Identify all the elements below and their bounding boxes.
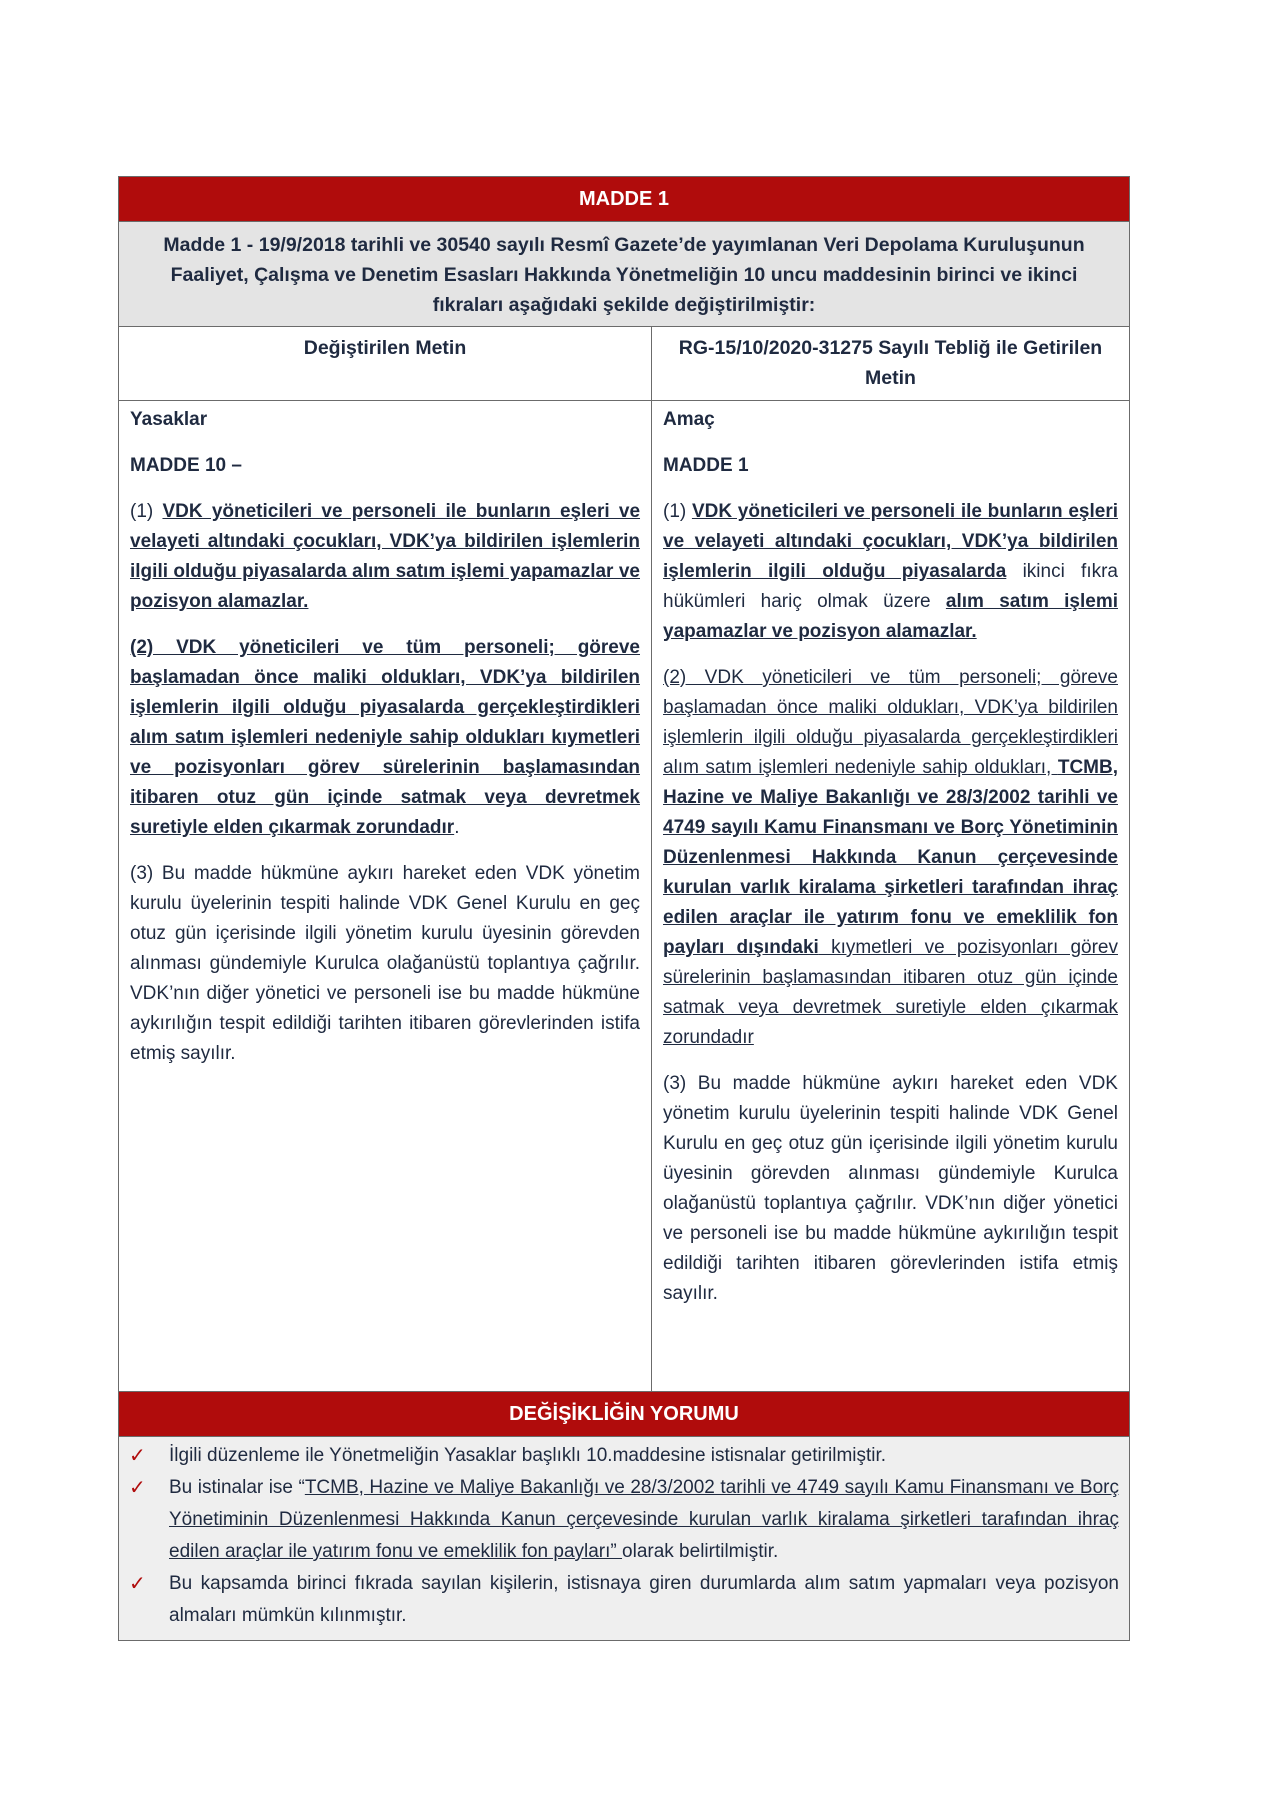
paragraph-2-text: (2) VDK yöneticileri ve tüm personeli; göreve başlamadan önce maliki oldukları, VDK’ya bildirilen işlemlerin ilgili olduğu piyasalarda gerçekleştirdikleri alım satım işlemleri nedeniyle sahip oldukları kıymetleri ve pozisyonları görev sürelerinin başlamasından itibaren otuz gün içinde satmak veya devretmek suretiyle elden çıkarmak zorundadır [130, 637, 640, 838]
new-text-heading: RG-15/10/2020-31275 Sayılı Tebliğ ile Getirilen Metin [652, 327, 1129, 401]
article-title-bar: MADDE 1 [119, 177, 1129, 222]
paragraph-3: (3) Bu madde hükmüne aykırı hareket eden VDK yönetim kurulu üyelerinin tespiti halinde VDK Genel Kurulu en geç otuz gün içerisinde ilgili yönetim kurulu üyesinin görevden alınması gündemiyle Kurulca olağanüstü toplantıya çağrılır. VDK’nın diğer yönetici ve personeli ise bu madde hükmüne aykırılığın tespit edildiği tarihten itibaren görevlerinden istifa etmiş sayılır. [663, 1073, 1118, 1304]
comment-quote: TCMB, Hazine ve Maliye Bakanlığı ve 28/3/2002 tarihli ve 4749 sayılı Kamu Finansmanı ve Borç Yönetiminin Düzenlenmesi Hakkında Kanun çerçevesinde kurulan varlık kiralama şirketleri tarafından ihraç edilen araçlar ile yatırım fonu ve emeklilik fon payları” [169, 1477, 1119, 1562]
old-text-column [119, 327, 652, 1391]
comment-suffix: olarak belirtilmiştir. [622, 1541, 779, 1562]
paragraph-2-end: . [454, 817, 460, 838]
paragraph-2-text-b: kıymetleri ve pozisyonları görev sürelerinin başlamasından itibaren otuz gün içinde satmak veya devretmek suretiyle elden çıkarmak zorundadır [663, 937, 1118, 1048]
paragraph-2-text-a: (2) VDK yöneticileri ve tüm personeli; göreve başlamadan önce maliki oldukları, VDK’ya bildirilen işlemlerin ilgili olduğu piyasalarda gerçekleştirdikleri alım satım işlemleri nedeniyle sahip oldukları, [663, 667, 1118, 778]
old-text-body [119, 405, 651, 1391]
paragraph-number: (1) [663, 501, 692, 522]
paragraph-number: (1) [130, 501, 163, 522]
paragraph-2-exception: TCMB, Hazine ve Maliye Bakanlığı ve 28/3/2002 tarihli ve 4749 sayılı Kamu Finansmanı ve Borç Yönetiminin Düzenlenmesi Hakkında Kanun çerçevesinde kurulan varlık kiralama şirketleri tarafından ihraç edilen araçlar ile yatırım fonu ve emeklilik fon payları dışındaki [663, 757, 1118, 958]
article-number: MADDE 10 – [130, 455, 242, 476]
comment-item [129, 1568, 1119, 1632]
comment-text: İlgili düzenleme ile Yönetmeliğin Yasaklar başlıklı 10.maddesine istisnalar getirilmiştir. [169, 1445, 887, 1466]
paragraph-1-exception: ikinci fıkra hükümleri hariç olmak üzere [663, 561, 1118, 612]
section-title: Amaç [663, 409, 715, 430]
paragraph-1-text-b: alım satım işlemi yapamazlar ve pozisyon alamazlar. [663, 591, 1118, 642]
comment-list [119, 1437, 1129, 1640]
checkmark-icon: ✓ [129, 1477, 146, 1499]
new-text-body [652, 405, 1129, 1319]
checkmark-icon: ✓ [129, 1573, 146, 1595]
comment-text: Bu kapsamda birinci fıkrada sayılan kişilerin, istisnaya giren durumlarda alım satım yapmaları veya pozisyon almaları mümkün kılınmıştır. [169, 1573, 1119, 1626]
section-title: Yasaklar [130, 409, 208, 430]
comment-item [129, 1472, 1119, 1568]
paragraph-2 [130, 633, 640, 843]
paragraph-2 [663, 663, 1118, 1053]
comparison-columns [119, 327, 1129, 1391]
checkmark-icon: ✓ [129, 1445, 146, 1467]
regulation-comparison-table [118, 176, 1130, 1641]
new-text-column [652, 327, 1129, 1391]
comment-item [129, 1440, 1119, 1472]
comment-text [169, 1472, 1119, 1568]
comment-title-bar: DEĞİŞİKLİĞİN YORUMU [119, 1391, 1129, 1437]
paragraph-1-text: VDK yöneticileri ve personeli ile bunların eşleri ve velayeti altındaki çocukları, VDK’ya bildirilen işlemlerin ilgili olduğu piyasalarda alım satım işlemi yapamazlar ve pozisyon alamazlar. [130, 501, 641, 612]
paragraph-1 [130, 497, 640, 617]
old-text-heading: Değiştirilen Metin [119, 327, 651, 401]
paragraph-1-text-a: VDK yöneticileri ve personeli ile bunların eşleri ve velayeti altındaki çocukları, VDK’ya bildirilen işlemlerin ilgili olduğu piyasalarda [663, 501, 1118, 582]
paragraph-3: (3) Bu madde hükmüne aykırı hareket eden VDK yönetim kurulu üyelerinin tespiti halinde VDK Genel Kurulu en geç otuz gün içerisinde ilgili yönetim kurulu üyesinin görevden alınması gündemiyle Kurulca olağanüstü toplantıya çağrılır. VDK’nın diğer yönetici ve personeli ise bu madde hükmüne aykırılığın tespit edildiği tarihten itibaren görevlerinden istifa etmiş sayılır. [130, 863, 640, 1064]
paragraph-1 [663, 497, 1118, 647]
article-number: MADDE 1 [663, 455, 749, 476]
amendment-intro: Madde 1 - 19/9/2018 tarihli ve 30540 sayılı Resmî Gazete’de yayımlanan Veri Depolama Kuruluşunun Faaliyet, Çalışma ve Denetim Esasları Hakkında Yönetmeliğin 10 uncu maddesinin birinci ve ikinci fıkraları aşağıdaki şekilde değiştirilmiştir: [119, 222, 1129, 327]
comment-prefix: Bu istinalar ise “ [169, 1477, 305, 1498]
